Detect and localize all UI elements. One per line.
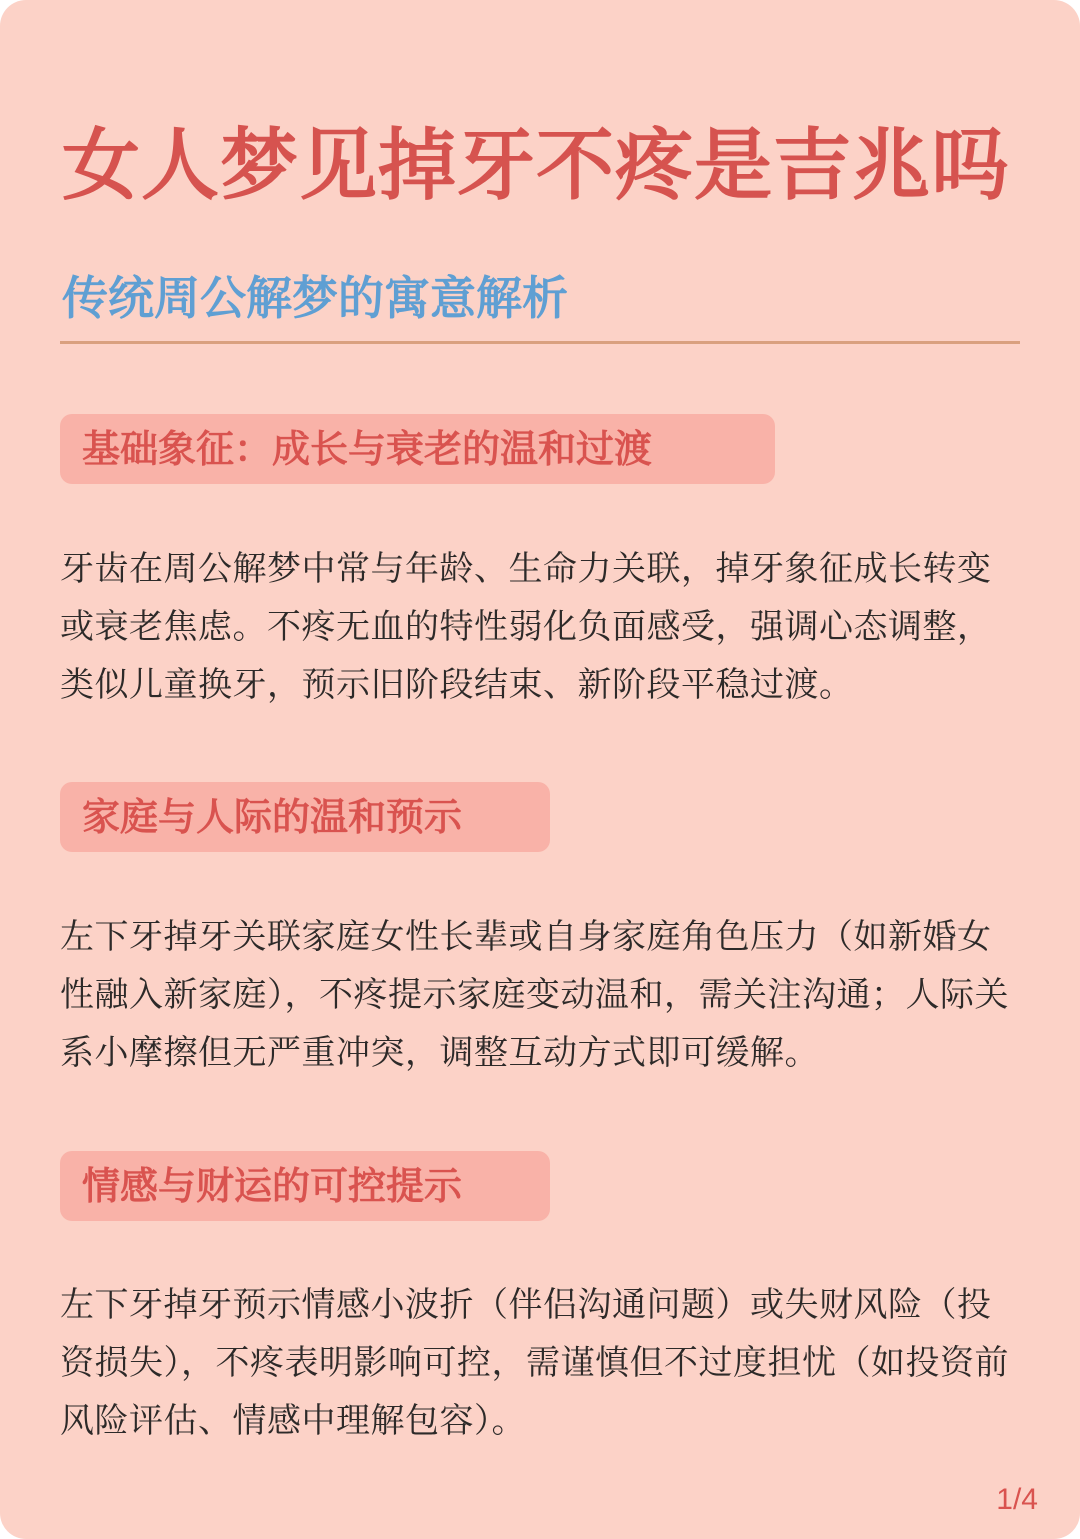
section-body-family: 左下牙掉牙关联家庭女性长辈或自身家庭角色压力（如新婚女性融入新家庭），不疼提示家庭变动温和，需关注沟通；人际关系小摩擦但无严重冲突，调整互动方式即可缓解。 <box>60 917 1009 1073</box>
section-heading-basic-symbol: 基础象征：成长与衰老的温和过渡 <box>60 414 775 484</box>
divider <box>60 341 1020 344</box>
section-heading-family: 家庭与人际的温和预示 <box>60 782 550 852</box>
page-subtitle: 传统周公解梦的寓意解析 <box>62 271 568 325</box>
section-body-basic-symbol: 牙齿在周公解梦中常与年龄、生命力关联，掉牙象征成长转变或衰老焦虑。不疼无血的特性弱化负面感受，强调心态调整，类似儿童换牙，预示旧阶段结束、新阶段平稳过渡。 <box>60 549 992 705</box>
page-title: 女人梦见掉牙不疼是吉兆吗 <box>62 121 1011 211</box>
page-indicator: 1/4 <box>996 1483 1038 1516</box>
section-heading-emotion-wealth: 情感与财运的可控提示 <box>60 1151 550 1221</box>
section-body-emotion-wealth: 左下牙掉牙预示情感小波折（伴侣沟通问题）或失财风险（投资损失），不疼表明影响可控，需谨慎但不过度担忧（如投资前风险评估、情感中理解包容）。 <box>60 1285 1009 1441</box>
